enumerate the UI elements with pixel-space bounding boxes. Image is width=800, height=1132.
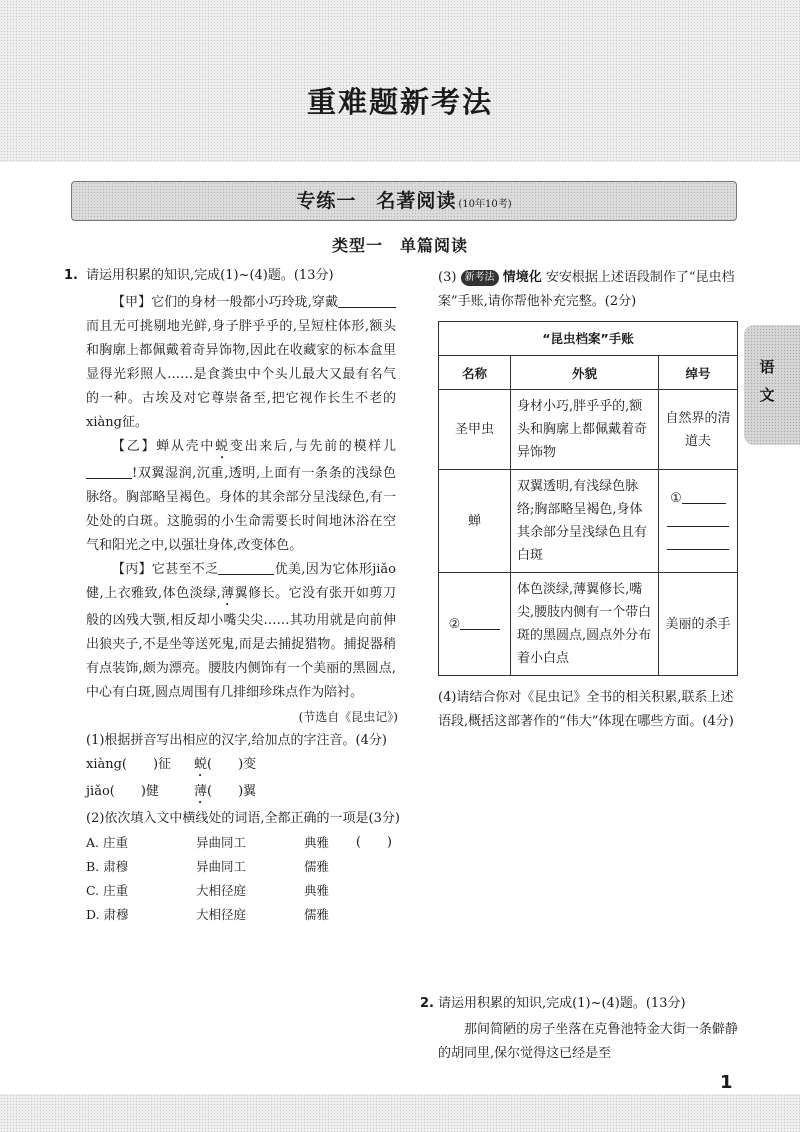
dotted-char: 蜕	[194, 757, 208, 772]
question-kind: 情境化	[502, 270, 542, 285]
answer-marker: ②	[448, 616, 461, 632]
passage-text: 而且无可挑剔地光鲜,身子胖乎乎的,呈短柱体形,额头和胸廓上都佩戴着奇异饰物,因此在收藏家的标本盒里显得光彩照人……是食粪虫中个头儿最大又最有名气的一种。古埃及对它尊崇备至,把它视作长生不老的	[86, 319, 396, 406]
pinyin-row-2	[86, 780, 406, 807]
table-header: 绰号	[659, 356, 738, 390]
passage-text: 优美,因为它体形	[274, 562, 373, 577]
sub-question-number: (3)	[438, 270, 457, 285]
blank-line	[667, 535, 729, 550]
blank-line	[218, 560, 274, 575]
insect-nickname: 美丽的杀手	[659, 573, 738, 676]
option-word: 异曲同工	[196, 859, 247, 874]
dotted-char: 薄	[194, 784, 208, 799]
passage-tag: 【甲】	[112, 295, 152, 310]
page-number: 1	[720, 1072, 733, 1093]
page-title: 重难题新考法	[306, 85, 493, 119]
passage-text: 变出来后,与先前的模样儿	[229, 439, 396, 454]
source-note: (节选自《昆虫记》)	[298, 710, 398, 724]
insect-name: 圣甲虫	[439, 390, 511, 470]
section-banner	[71, 181, 737, 221]
sub-question-1: (1)根据拼音写出相应的汉字,给加点的字注音。(4分)	[86, 733, 387, 748]
pinyin-text: jiǎo	[372, 562, 396, 577]
option-word: 典雅	[304, 835, 330, 850]
dotted-char: 蜕	[215, 439, 230, 454]
question-text: 请运用积累的知识,完成(1)~(4)题。(13分)	[86, 268, 334, 283]
option-word: 儒雅	[304, 859, 330, 874]
passage-tag: 【丙】	[112, 562, 152, 577]
insect-appearance: 体色淡绿,薄翼修长,嘴尖,腰肢内侧有一个带白斑的黑圆点,圆点外分布着小白点	[511, 573, 659, 676]
section-title: 专练一 名著阅读	[296, 190, 457, 212]
passage-text: 它们的身材一般都小巧玲珑,穿戴	[151, 295, 338, 310]
option-d	[86, 903, 406, 927]
pinyin-item: jiǎo( )健	[86, 784, 159, 799]
subject-tab	[744, 325, 800, 445]
insect-appearance: 双翼透明,有浅绿色脉络;胸部略呈褐色,身体其余部分呈浅绿色且有白斑	[511, 470, 659, 573]
answer-marker: ①	[670, 490, 682, 506]
right-column	[438, 266, 738, 734]
option-word: B. 肃穆	[86, 859, 129, 874]
passage-text: 蝉从壳中	[156, 439, 216, 454]
blank-line	[667, 512, 729, 527]
table-row	[439, 390, 738, 470]
passage-text: 健,上衣雅致,体色淡绿,	[86, 586, 221, 601]
insect-nickname: 自然界的清道夫	[659, 390, 738, 470]
insect-nickname-cell	[659, 470, 738, 573]
left-column	[64, 266, 406, 927]
section-note: (10年10考)	[458, 199, 512, 210]
option-c	[86, 879, 406, 903]
blank-line	[460, 615, 500, 630]
pinyin-row-1	[86, 753, 406, 780]
question-number: 2.	[420, 996, 434, 1011]
passage-text: 翼修长。它没有张开如剪刀般的凶残大颚,相反却小嘴尖尖……其功用就是向前伸出狼夹子,不是坐等送死鬼,而是去捕捉猎物。捕捉器稍有点装饰,颇为漂亮。腰肢内侧饰有一个美丽的黑圆点,中心有白斑,圆点周围有几排细珍珠点作为陪衬。	[86, 586, 396, 700]
answer-paren: ( )	[355, 835, 392, 850]
option-word: A. 庄重	[86, 835, 128, 850]
sub-question-text: 安安根据上述语段制作了“昆虫档案”手账,请你帮他补充完整。(2分)	[438, 270, 735, 309]
table-title: “昆虫档案”手账	[439, 322, 738, 356]
option-word: 大相径庭	[196, 883, 247, 898]
passage-q2: 那间简陋的房子坐落在克鲁池特金大街一条僻静的胡同里,保尔觉得这已经是至	[438, 1022, 738, 1061]
pinyin-text: xiàng	[86, 415, 122, 430]
passage-text: 它甚至不乏	[151, 562, 219, 577]
table-header: 外貌	[511, 356, 659, 390]
passage-c	[86, 558, 396, 705]
type-heading: 类型一 单篇阅读	[331, 236, 468, 255]
pinyin-item: ( )变	[207, 757, 257, 772]
sub-question-text: (2)依次填入文中横线处的词语,全都正确的一项是(3分)	[86, 811, 400, 826]
option-word: C. 庄重	[86, 883, 129, 898]
option-b	[86, 855, 406, 879]
pinyin-item: ( )翼	[207, 784, 257, 799]
pinyin-item: xiàng( )征	[86, 757, 172, 772]
insect-archive-table	[438, 321, 738, 676]
blank-line	[86, 464, 132, 479]
table-row	[439, 470, 738, 573]
subject-tab-label: 语文	[759, 358, 775, 404]
table-header: 名称	[439, 356, 511, 390]
sub-question-4: (4)请结合你对《昆虫记》全书的相关积累,联系上述语段,概括这部著作的“伟大”体现在哪些方面。(4分)	[438, 690, 734, 729]
question-1-prompt	[64, 266, 406, 286]
passage-b	[86, 435, 396, 558]
passage-text: 征。	[121, 415, 148, 430]
option-word: 儒雅	[304, 907, 330, 922]
passage-a	[86, 291, 396, 435]
question-text: 请运用积累的知识,完成(1)~(4)题。(13分)	[438, 996, 686, 1011]
insect-name: 蝉	[439, 470, 511, 573]
insect-appearance: 身材小巧,胖乎乎的,额头和胸廓上都佩戴着奇异饰物	[511, 390, 659, 470]
option-word: D. 肃穆	[86, 907, 129, 922]
option-word: 大相径庭	[196, 907, 247, 922]
new-method-badge: 新考法	[461, 270, 499, 286]
question-2-prompt	[420, 994, 738, 1014]
option-word: 典雅	[304, 883, 330, 898]
option-word: 异曲同工	[196, 835, 247, 850]
table-header-row	[439, 356, 738, 390]
question-2	[420, 994, 738, 1066]
table-row	[439, 573, 738, 676]
blank-line	[682, 489, 726, 504]
dotted-char: 薄	[220, 586, 235, 601]
insect-name-cell	[439, 573, 511, 676]
question-number: 1.	[64, 268, 78, 283]
footer-background	[0, 1094, 800, 1132]
sub-question-3	[438, 266, 738, 314]
blank-line	[338, 293, 396, 308]
passage-text: !双翼湿润,沉重,透明,上面有一条条的浅绿色脉络。胸部略呈褐色。身体的其余部分呈浅绿色,有一处处的白斑。这脆弱的小生命需要长时间地沐浴在空气和阳光之中,以强壮身体,改变体色。	[86, 466, 396, 553]
passage-tag: 【乙】	[112, 439, 157, 454]
